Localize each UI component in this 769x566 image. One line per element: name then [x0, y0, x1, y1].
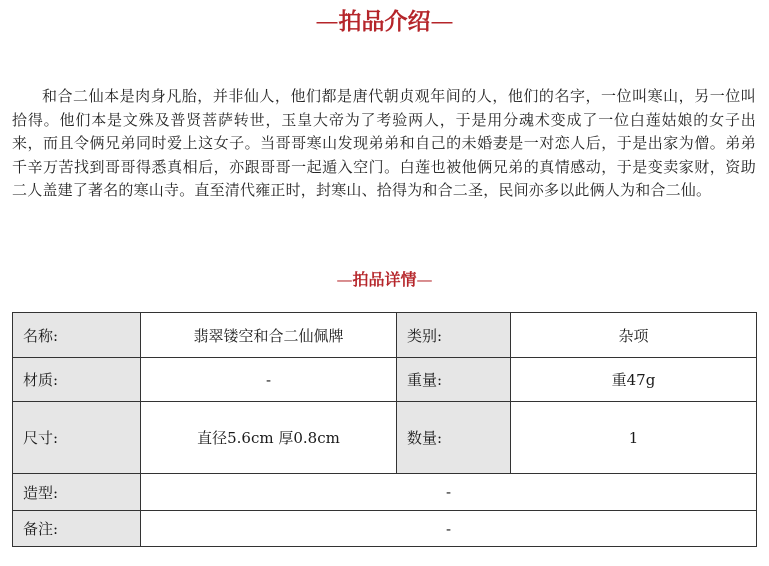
- title-right-dash: —: [430, 9, 454, 35]
- size-value: 直径5.6cm 厚0.8cm: [141, 402, 397, 474]
- weight-label: 重量:: [397, 358, 511, 402]
- shape-label: 造型:: [13, 474, 141, 511]
- material-value: -: [141, 358, 397, 402]
- weight-value: 重47g: [511, 358, 757, 402]
- table-row: [13, 511, 757, 547]
- shape-value: -: [141, 474, 757, 511]
- table-row: [13, 474, 757, 511]
- intro-title-text: 拍品介绍: [338, 8, 431, 35]
- intro-section-title: [0, 6, 769, 38]
- name-label: 名称:: [13, 313, 141, 358]
- category-value: 杂项: [511, 313, 757, 358]
- quantity-value: 1: [511, 402, 757, 474]
- title-left-dash: —: [315, 9, 339, 35]
- title-right-dash: —: [416, 270, 433, 289]
- material-label: 材质:: [13, 358, 141, 402]
- details-title-text: 拍品详情: [352, 270, 417, 289]
- name-value: 翡翠镂空和合二仙佩牌: [141, 313, 397, 358]
- table-row: [13, 402, 757, 474]
- size-label: 尺寸:: [13, 402, 141, 474]
- details-section-title: [0, 268, 769, 292]
- remark-value: -: [141, 511, 757, 547]
- table-row: [13, 313, 757, 358]
- remark-label: 备注:: [13, 511, 141, 547]
- details-table: [12, 312, 757, 547]
- intro-paragraph: 和合二仙本是肉身凡胎，并非仙人，他们都是唐代朝贞观年间的人，他们的名字，一位叫寒山，另一位叫拾得。他们本是文殊及普贤菩萨转世，玉皇大帝为了考验两人，于是用分魂术变成了一位白莲姑娘的女子出来，而且令俩兄弟同时爱上这女子。当哥哥寒山发现弟弟和自己的未婚妻是一对恋人后，于是出家为僧。弟弟千辛万苦找到哥哥得悉真相后，亦跟哥哥一起遁入空门。白莲也被他俩兄弟的真情感动，于是变卖家财，资助二人盖建了著名的寒山寺。直至清代雍正时，封寒山、拾得为和合二圣，民间亦多以此俩人为和合二仙。: [12, 87, 756, 200]
- quantity-label: 数量:: [397, 402, 511, 474]
- title-left-dash: —: [336, 270, 353, 289]
- category-label: 类别:: [397, 313, 511, 358]
- table-row: [13, 358, 757, 402]
